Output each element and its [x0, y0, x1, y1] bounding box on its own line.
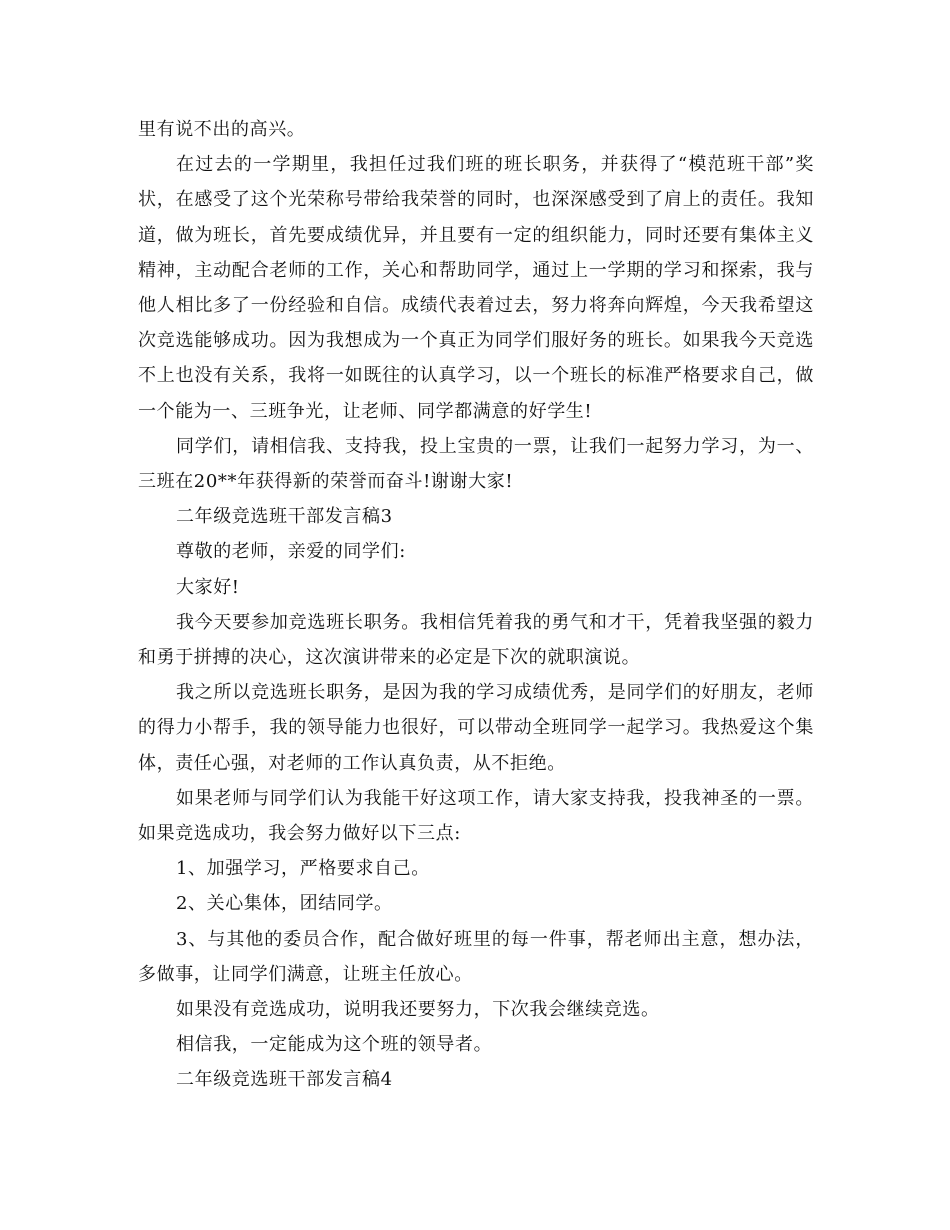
- paragraph-intent: 我今天要参加竞选班长职务。我相信凭着我的勇气和才干，凭着我坚强的毅力和勇于拼搏的决心，这次演讲带来的必定是下次的就职演说。: [138, 611, 814, 669]
- paragraph-support-request: 如果老师与同学们认为我能干好这项工作，请大家支持我，投我神圣的一票。如果竞选成功，我会努力做好以下三点:: [138, 787, 814, 845]
- list-item-2: 2、关心集体，团结同学。: [176, 893, 393, 915]
- paragraph-believe: 相信我，一定能成为这个班的领导者。: [176, 1034, 493, 1056]
- paragraph-if-fail: 如果没有竞选成功，说明我还要努力，下次我会继续竞选。: [176, 999, 660, 1021]
- paragraph-hello: 大家好!: [176, 576, 240, 598]
- paragraph-reasons: 我之所以竞选班长职务，是因为我的学习成绩优秀，是同学们的好朋友，老师的得力小帮手，我的领导能力也很好，可以带动全班同学一起学习。我热爱这个集体，责任心强，对老师的工作认真负责，从不拒绝。: [138, 682, 814, 774]
- paragraph-continuation: 里有说不出的高兴。: [138, 119, 306, 140]
- paragraph-greeting: 尊敬的老师，亲爱的同学们:: [176, 541, 406, 563]
- list-item-3: 3、与其他的委员合作，配合做好班里的每一件事，帮老师出主意，想办法，多做事，让同学们满意，让班主任放心。: [138, 928, 814, 985]
- section-heading-4: 二年级竞选班干部发言稿4: [176, 1069, 393, 1091]
- list-item-1: 1、加强学习，严格要求自己。: [176, 858, 430, 880]
- paragraph-vote-appeal: 同学们，请相信我、支持我，投上宝贵的一票，让我们一起努力学习，为一、三班在20**年获得新的荣誉而奋斗!谢谢大家!: [138, 435, 814, 493]
- document-body: [138, 112, 814, 1098]
- paragraph-monitor-experience: 在过去的一学期里，我担任过我们班的班长职务，并获得了“模范班干部”奖状，在感受了这个光荣称号带给我荣誉的同时，也深深感受到了肩上的责任。我知道，做为班长，首先要成绩优异，并且要有一定的组织能力，同时还要有集体主义精神，主动配合老师的工作，关心和帮助同学，通过上一学期的学习和探索，我与他人相比多了一份经验和自信。成绩代表着过去，努力将奔向辉煌，今天我希望这次竞选能够成功。因为我想成为一个真正为同学们服好务的班长。如果我今天竞选不上也没有关系，我将一如既往的认真学习，以一个班长的标准严格要求自己，做一个能为一、三班争光，让老师、同学都满意的好学生!: [138, 154, 814, 422]
- section-heading-3: 二年级竞选班干部发言稿3: [176, 506, 393, 528]
